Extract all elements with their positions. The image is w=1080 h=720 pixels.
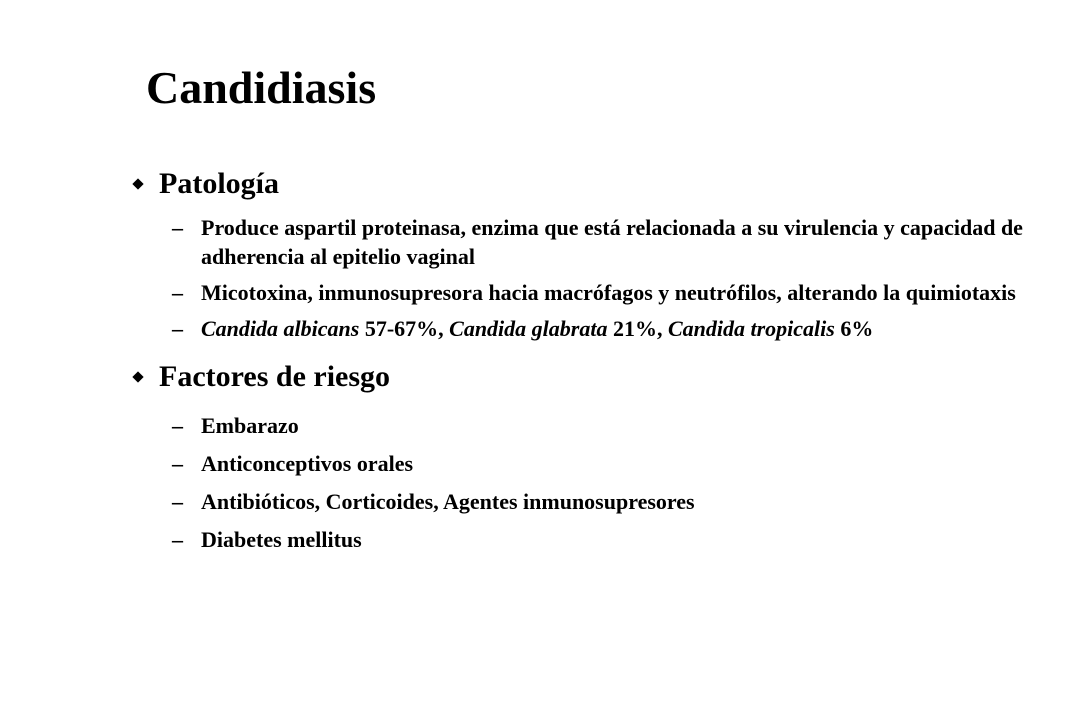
bullet-heading — [0, 359, 1080, 399]
item-text: Micotoxina, inmunosupresora hacia macrófagos y neutrófilos, alterando la quimiotaxis — [201, 280, 1016, 305]
dash-marker: – — [172, 280, 183, 305]
species-name: Candida tropicalis — [667, 316, 835, 341]
item-text: Anticonceptivos orales — [201, 451, 414, 476]
dash-marker: – — [172, 527, 183, 552]
dash-marker: – — [172, 413, 183, 438]
percentage: 21%, — [607, 316, 668, 341]
percentage: 6% — [834, 316, 874, 341]
section-patologia — [0, 166, 1080, 343]
heading-text: Factores de riesgo — [159, 360, 391, 393]
sub-bullet-item — [0, 213, 1080, 271]
dash-marker: – — [172, 489, 183, 514]
dash-marker: – — [172, 451, 183, 476]
diamond-bullet-icon — [132, 178, 143, 189]
item-text: Produce aspartil proteinasa, enzima que está relacionada a su virulencia y capacidad de adherencia al epitelio vaginal — [201, 215, 1023, 269]
slide-title: Candidiasis — [146, 62, 377, 113]
item-text: Antibióticos, Corticoides, Agentes inmunosupresores — [201, 489, 695, 514]
diamond-bullet-icon — [132, 371, 143, 382]
section-factores-de-riesgo — [0, 359, 1080, 554]
item-text: Diabetes mellitus — [201, 527, 362, 552]
species-name: Candida glabrata — [449, 316, 608, 341]
slide-content — [0, 166, 1080, 554]
sub-bullet-item — [0, 278, 1080, 307]
sub-bullet-item — [0, 449, 1080, 478]
percentage: 57-67%, — [359, 316, 450, 341]
sub-bullet-item — [0, 411, 1080, 440]
sub-bullet-item — [0, 487, 1080, 516]
species-name: Candida albicans — [201, 316, 360, 341]
heading-text: Patología — [159, 167, 279, 200]
item-text: Embarazo — [201, 413, 299, 438]
sub-bullet-item — [0, 314, 1080, 343]
bullet-heading — [0, 166, 1080, 206]
dash-marker: – — [172, 316, 183, 341]
dash-marker: – — [172, 215, 183, 240]
sub-bullet-item — [0, 525, 1080, 554]
